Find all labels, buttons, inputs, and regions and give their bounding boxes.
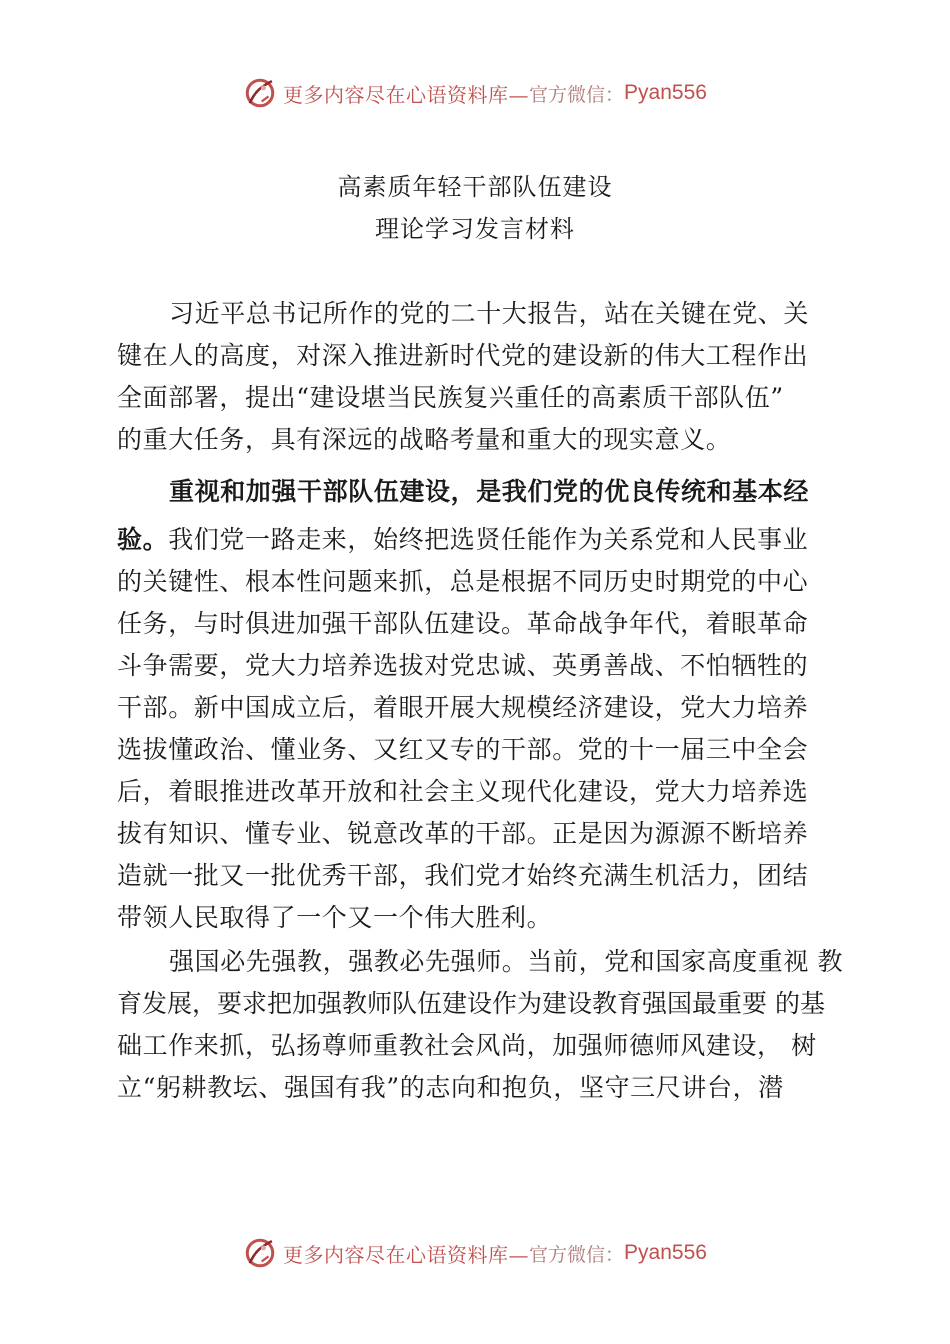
body-line: 键在人的高度，对深入推进新时代党的建设新的伟大工程作出: [117, 341, 809, 370]
header-wechat-id: Pyan556: [624, 81, 707, 104]
brand-logo-icon: [243, 76, 277, 110]
body-line: 育发展，要求把加强教师队伍建设作为建设教育强国最重要 的基: [117, 989, 825, 1018]
body-line: 的重大任务，具有深远的战略考量和重大的现实意义。: [117, 425, 732, 454]
body-line: 立“躬耕教坛、强国有我”的志向和抱负，坚守三尺讲台，潜: [117, 1073, 784, 1102]
body-line: 后，着眼推进改革开放和社会主义现代化建设，党大力培养选: [117, 777, 809, 806]
document-subtitle: 理论学习发言材料: [375, 215, 575, 243]
body-line: 选拔懂政治、懂业务、又红又专的干部。党的十一届三中全会: [117, 735, 809, 764]
footer-banner-text: 更多内容尽在心语资料库—: [283, 1242, 530, 1267]
body-line: 干部。新中国成立后，着眼开展大规模经济建设，党大力培养: [117, 693, 809, 722]
bold-heading-line: 重视和加强干部队伍建设，是我们党的优良传统和基本经: [169, 477, 810, 506]
footer-wechat-label: 官方微信：: [529, 1243, 625, 1266]
header-watermark-banner: [0, 73, 950, 113]
header-banner-content: [243, 76, 707, 110]
footer-watermark-banner: [0, 1233, 950, 1273]
body-line: 斗争需要，党大力培养选拔对党忠诚、英勇善战、不怕牺牲的: [117, 651, 809, 680]
body-line: 础工作来抓，弘扬尊师重教社会风尚，加强师德师风建设， 树: [117, 1031, 817, 1060]
body-line: 任务，与时俱进加强干部队伍建设。革命战争年代，着眼革命: [117, 609, 809, 638]
body-line: 拔有知识、懂专业、锐意改革的干部。正是因为源源不断培养: [117, 819, 809, 848]
body-line: 全面部署，提出“建设堪当民族复兴重任的高素质干部队伍”: [117, 383, 784, 412]
body-line: 造就一批又一批优秀干部，我们党才始终充满生机活力，团结: [117, 861, 809, 890]
body-line: 强国必先强教，强教必先强师。当前，党和国家高度重视 教: [169, 947, 844, 976]
bold-heading-tail: 验。: [117, 525, 169, 554]
header-wechat-label: 官方微信：: [529, 83, 625, 106]
body-line: 的关键性、根本性问题来抓，总是根据不同历史时期党的中心: [117, 567, 809, 596]
body-line-mixed: [117, 523, 808, 557]
body-line: 带领人民取得了一个又一个伟大胜利。: [117, 903, 553, 932]
body-line-tail: 我们党一路走来，始终把选贤任能作为关系党和人民事业: [168, 525, 809, 554]
document-title: 高素质年轻干部队伍建设: [337, 173, 613, 201]
brand-logo-icon: [243, 1236, 277, 1270]
body-line: 习近平总书记所作的党的二十大报告，站在关键在党、关: [169, 299, 810, 328]
footer-wechat-id: Pyan556: [624, 1241, 707, 1264]
header-banner-text: 更多内容尽在心语资料库—: [283, 82, 530, 107]
footer-banner-content: [243, 1236, 707, 1270]
